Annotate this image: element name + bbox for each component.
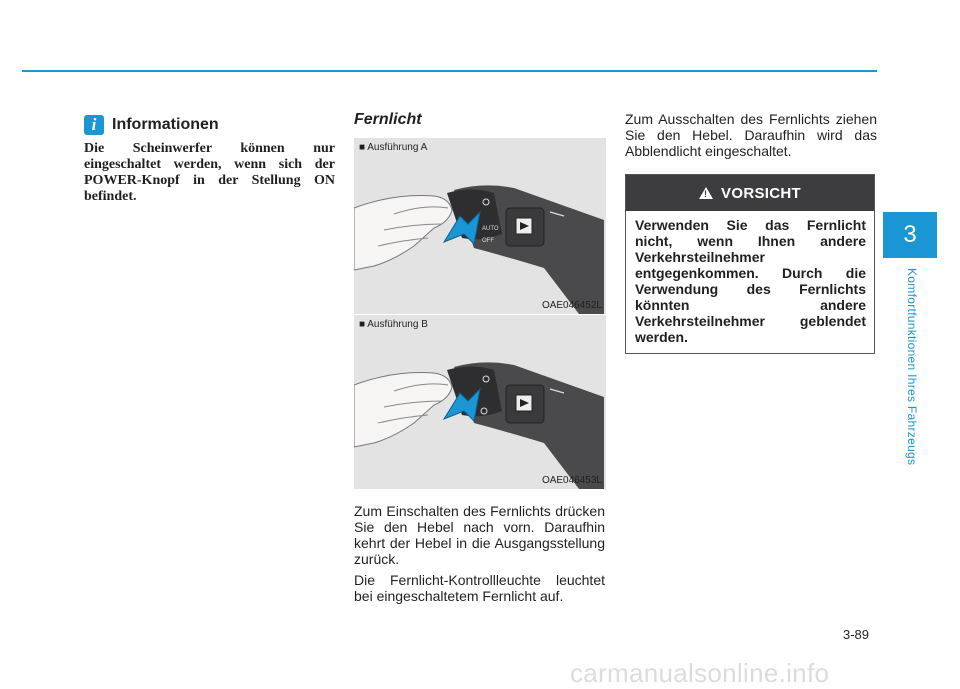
info-header <box>84 115 219 135</box>
lever-illustration-b <box>354 315 606 489</box>
info-title: Informationen <box>112 116 219 133</box>
warning-triangle-icon: ! <box>699 187 713 199</box>
info-text: Die Scheinwerfer können nur eingeschaltet werden, wenn sich der POWER-Knopf in der Stellung ON befindet. <box>84 141 335 204</box>
figure-variant-a <box>354 138 606 314</box>
chapter-label: Komfortfunktionen Ihres Fahrzeugs <box>905 268 919 466</box>
figure-variant-label: ■ Ausführung B <box>359 319 428 330</box>
caution-title: VORSICHT <box>721 184 801 202</box>
figure-variant-b <box>354 315 606 489</box>
info-icon: i <box>84 115 104 135</box>
watermark: carmanualsonline.info <box>570 658 830 688</box>
figure-code: OAE046453L <box>541 475 602 486</box>
lever-label-auto: AUTO <box>482 226 499 232</box>
header-rule <box>22 70 877 72</box>
paragraph-kontrollleuchte: Die Fernlicht-Kontrollleuchte leuchtet bei eingeschaltetem Fernlicht auf. <box>354 572 605 604</box>
section-heading: Fernlicht <box>354 111 422 128</box>
paragraph-ausschalten: Zum Ausschalten des Fernlichts ziehen Sie den Hebel. Daraufhin wird das Abblendlicht eingeschaltet. <box>625 111 877 159</box>
figure-variant-label: ■ Ausführung A <box>359 142 428 153</box>
lever-label-off: OFF <box>482 238 494 244</box>
paragraph-einschalten: Zum Einschalten des Fernlichts drücken Sie den Hebel nach vorn. Daraufhin kehrt der Hebel in die Ausgangsstellung zurück. <box>354 503 605 567</box>
chapter-tab: 3 <box>883 212 937 258</box>
page-number: 3-89 <box>843 627 870 642</box>
lever-illustration-a <box>354 138 606 314</box>
caution-box <box>625 174 875 354</box>
caution-text: Verwenden Sie das Fernlicht nicht, wenn Ihnen andere Verkehrsteilnehmer entgegenkommen. Durch die Verwendung des Fernlichts könnten andere Verkehrsteilnehmer geblendet werden. <box>635 217 866 345</box>
figure-code: OAE046452L <box>541 300 602 311</box>
caution-header <box>626 175 874 211</box>
